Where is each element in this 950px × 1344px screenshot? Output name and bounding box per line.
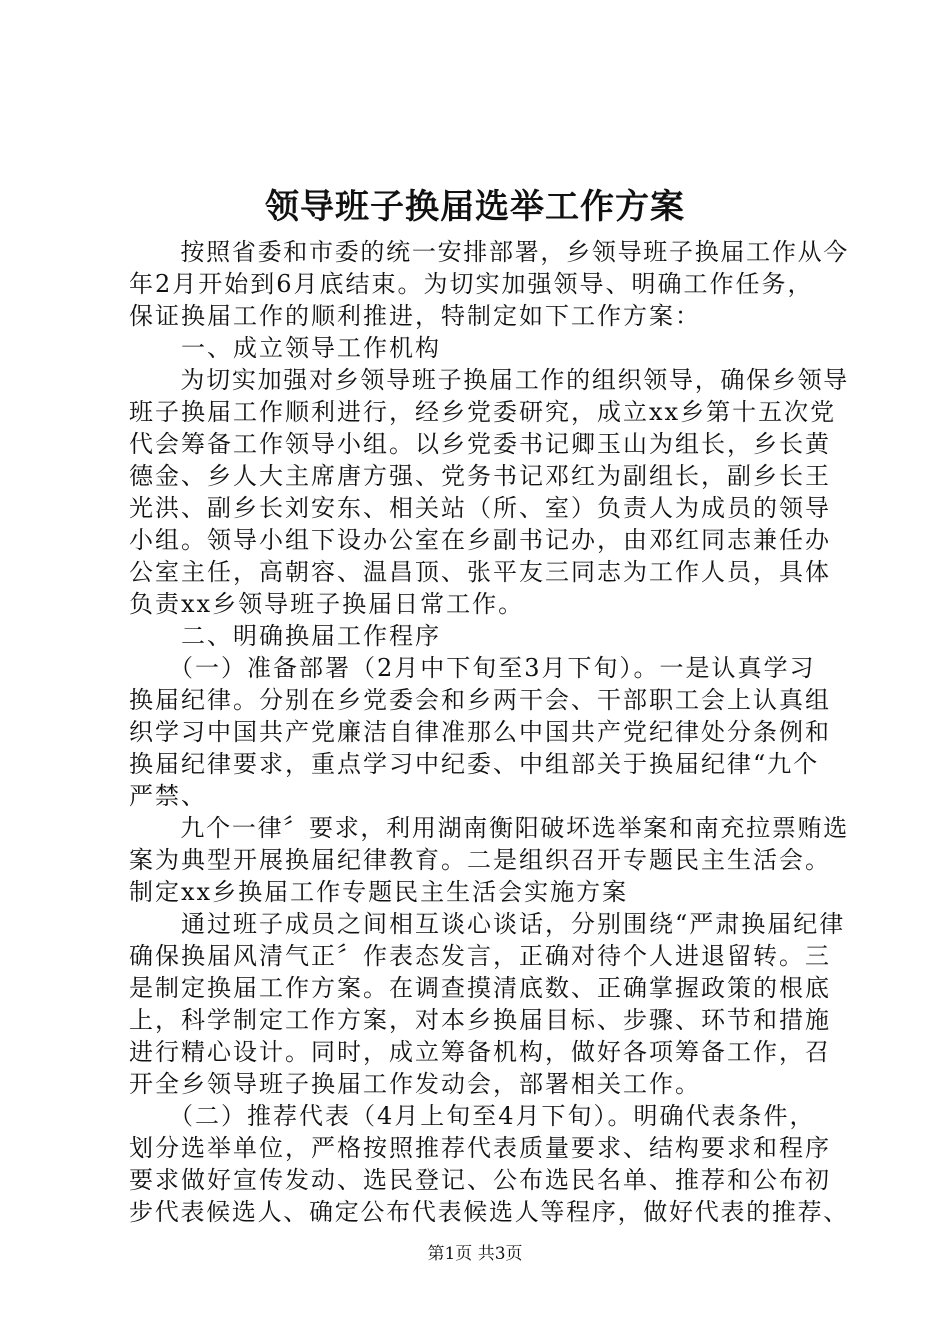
document-title: 领导班子换届选举工作方案 xyxy=(265,187,685,227)
body-line: 上，科学制定工作方案，对本乡换届目标、步骤、环节和措施 xyxy=(129,1006,831,1034)
page-footer: 第1页 共3页 xyxy=(427,1244,523,1264)
body-line: 要求做好宣传发动、选民登记、公布选民名单、推荐和公布初 xyxy=(129,1166,831,1194)
body-line: 德金、乡人大主席唐方强、党务书记邓红为副组长，副乡长王 xyxy=(129,462,831,490)
body-line: 年2月开始到6月底结束。为切实加强领导、明确工作任务， xyxy=(129,270,814,298)
body-line: （一）准备部署（2月中下旬至3月下旬）。一是认真学习 xyxy=(129,654,816,682)
body-line: 确保换届风清气正〞作表态发言，正确对待个人进退留转。三 xyxy=(129,942,831,970)
section-heading: 二、明确换届工作程序 xyxy=(129,622,441,650)
body-line: 为切实加强对乡领导班子换届工作的组织领导，确保乡领导 xyxy=(129,366,849,394)
body-line: 负责xx乡领导班子换届日常工作。 xyxy=(129,590,525,618)
body-line: 九个一律〞要求，利用湖南衡阳破坏选举案和南充拉票贿选 xyxy=(129,814,849,842)
body-line: 织学习中国共产党廉洁自律准那么中国共产党纪律处分条例和 xyxy=(129,718,831,746)
body-line: 严禁、 xyxy=(129,782,207,810)
body-line: 公室主任，高朝容、温昌顶、张平友三同志为工作人员，具体 xyxy=(129,558,831,586)
body-line: 保证换届工作的顺利推进，特制定如下工作方案： xyxy=(129,302,701,330)
body-line: 开全乡领导班子换届工作发动会，部署相关工作。 xyxy=(129,1070,701,1098)
body-line: 按照省委和市委的统一安排部署，乡领导班子换届工作从今 xyxy=(129,238,849,266)
body-line: 小组。领导小组下设办公室在乡副书记办，由邓红同志兼任办 xyxy=(129,526,831,554)
body-line: 光洪、副乡长刘安东、相关站（所、室）负责人为成员的领导 xyxy=(129,494,831,522)
section-heading: 一、成立领导工作机构 xyxy=(129,334,441,362)
body-line: 是制定换届工作方案。在调查摸清底数、正确掌握政策的根底 xyxy=(129,974,831,1002)
body-line: 划分选举单位，严格按照推荐代表质量要求、结构要求和程序 xyxy=(129,1134,831,1162)
body-line: 进行精心设计。同时，成立筹备机构，做好各项筹备工作，召 xyxy=(129,1038,831,1066)
body-line: （二）推荐代表（4月上旬至4月下旬）。明确代表条件， xyxy=(129,1102,816,1130)
body-line: 通过班子成员之间相互谈心谈话，分别围绕“严肃换届纪律 xyxy=(129,910,846,938)
body-line: 制定xx乡换届工作专题民主生活会实施方案 xyxy=(129,878,629,906)
body-line: 案为典型开展换届纪律教育。二是组织召开专题民主生活会。 xyxy=(129,846,831,874)
body-line: 换届纪律要求，重点学习中纪委、中组部关于换届纪律“九个 xyxy=(129,750,820,778)
body-line: 换届纪律。分别在乡党委会和乡两干会、干部职工会上认真组 xyxy=(129,686,831,714)
body-line: 代会筹备工作领导小组。以乡党委书记卿玉山为组长，乡长黄 xyxy=(129,430,831,458)
body-line: 班子换届工作顺利进行，经乡党委研究，成立xx乡第十五次党 xyxy=(129,398,837,426)
body-line: 步代表候选人、确定公布代表候选人等程序，做好代表的推荐、 xyxy=(129,1198,849,1226)
document-body xyxy=(129,236,849,1228)
